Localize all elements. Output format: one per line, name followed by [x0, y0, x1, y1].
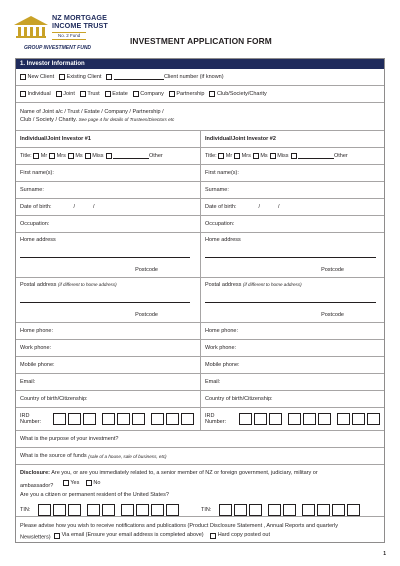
digit-box[interactable] — [302, 504, 315, 516]
title-other-option[interactable]: Other — [106, 153, 163, 159]
title-option[interactable]: Mr — [33, 153, 47, 159]
client-type-row — [16, 69, 384, 86]
entity-option[interactable]: Estate — [105, 91, 128, 97]
home-address-row — [16, 233, 384, 278]
digit-box[interactable] — [234, 504, 247, 516]
mobile-phone-row — [16, 357, 384, 374]
source-field[interactable]: What is the source of funds (sale of a house, sale of business, etc) — [20, 453, 167, 459]
digit-box[interactable] — [254, 413, 267, 425]
investor-1-email[interactable]: Email: — [16, 374, 201, 390]
home-phone-row — [16, 323, 384, 340]
checkbox[interactable] — [210, 533, 216, 539]
dob-row — [16, 199, 384, 216]
entity-option[interactable]: Company — [133, 91, 164, 97]
investor-1-postal-address[interactable]: Postal address (if different to home address) Postcode — [16, 278, 201, 322]
checkbox[interactable] — [86, 480, 92, 486]
digit-box[interactable] — [68, 413, 81, 425]
page-number: 1 — [383, 551, 386, 557]
existing-client-option[interactable]: Existing Client — [59, 74, 101, 80]
digit-box[interactable] — [151, 413, 164, 425]
checkbox[interactable] — [105, 91, 111, 97]
logo-line-2: INCOME TRUST — [52, 21, 108, 30]
investor-1-heading: Individual/Joint Investor #1 — [16, 131, 201, 147]
title-option[interactable]: Miss — [270, 153, 289, 159]
digit-box[interactable] — [352, 413, 365, 425]
postcode-label: Postcode — [135, 267, 158, 273]
checkbox[interactable] — [80, 91, 86, 97]
investor-2-ird[interactable]: IRD Number: — [201, 408, 386, 430]
checkbox[interactable] — [20, 74, 26, 80]
first-name-row — [16, 165, 384, 182]
title-row — [16, 148, 384, 165]
title-option[interactable]: Mrs — [49, 153, 66, 159]
checkbox[interactable] — [56, 91, 62, 97]
digit-box[interactable] — [132, 413, 145, 425]
form-title: INVESTMENT APPLICATION FORM — [130, 36, 272, 46]
checkbox[interactable] — [218, 153, 224, 159]
investor-2-title: Title: Mr Mrs Ms Miss Other — [205, 153, 348, 159]
digit-box[interactable] — [347, 504, 360, 516]
investor-2-occupation[interactable]: Occupation: — [205, 221, 235, 227]
entity-option[interactable]: Joint — [56, 91, 75, 97]
investor-2-dob[interactable]: Date of birth: / / — [205, 204, 280, 210]
work-phone-row — [16, 340, 384, 357]
digit-box[interactable] — [121, 504, 134, 516]
postcode-label: Postcode — [321, 312, 344, 318]
logo-house-icon — [14, 16, 48, 38]
digit-box[interactable] — [181, 413, 194, 425]
digit-box[interactable] — [317, 504, 330, 516]
logo — [14, 14, 114, 44]
digit-box[interactable] — [283, 504, 296, 516]
investor-2-postal-address[interactable]: Postal address (if different to home address) Postcode — [201, 278, 386, 322]
digit-box[interactable] — [332, 504, 345, 516]
investor-1-surname[interactable]: Surname: — [16, 182, 201, 198]
digit-box[interactable] — [68, 504, 81, 516]
digit-box[interactable] — [239, 413, 252, 425]
checkbox[interactable] — [169, 91, 175, 97]
investor-2-mobile-phone[interactable]: Mobile phone: — [205, 362, 240, 368]
checkbox[interactable] — [209, 91, 215, 97]
checkbox[interactable] — [63, 480, 69, 486]
investor-1-ird[interactable]: IRD Number: — [16, 408, 201, 430]
checkbox[interactable] — [49, 153, 55, 159]
digit-box[interactable] — [151, 504, 164, 516]
checkbox[interactable] — [106, 153, 112, 159]
digit-box[interactable] — [102, 504, 115, 516]
entity-option[interactable]: Club/Society/Charity — [209, 91, 266, 97]
investor-1-home-address[interactable]: Home address Postcode — [16, 233, 201, 277]
investor-2-work-phone[interactable]: Work phone: — [205, 345, 237, 351]
digit-box[interactable] — [87, 504, 100, 516]
postcode-label: Postcode — [135, 312, 158, 318]
disclosure-yes[interactable]: Yes — [63, 479, 79, 489]
disclosure-text: Are you, or are you immediately related to, a senior member of NZ or foreign government, judiciary, military or — [51, 470, 318, 476]
client-number-field[interactable]: Client number (if known) — [106, 74, 223, 80]
checkbox[interactable] — [33, 153, 39, 159]
notification-text: Please advise how you wish to receive notifications and publications (Product Disclosure Statement , Annual Reports and quarterly — [20, 523, 338, 529]
checkbox[interactable] — [234, 153, 240, 159]
checkbox[interactable] — [85, 153, 91, 159]
hard-copy-option[interactable]: Hard copy posted out — [210, 531, 270, 540]
postcode-label: Postcode — [321, 267, 344, 273]
title-option[interactable]: Mr — [218, 153, 232, 159]
checkbox[interactable] — [20, 91, 26, 97]
entity-option[interactable]: Partnership — [169, 91, 205, 97]
tin-1[interactable]: TIN: — [20, 504, 201, 516]
title-option[interactable]: Ms — [68, 153, 83, 159]
investor-1-title: Title: Mr Mrs Ms Miss Other — [16, 148, 201, 164]
investor-1-dob[interactable]: Date of birth: / / — [16, 199, 201, 215]
notification-row: Please advise how you wish to receive notifications and publications (Product Disclosure Statement , Annual Reports and quarterly Newsletters) Via email (Ensure your email address is completed above) Hard copy posted out — [16, 517, 384, 544]
surname-row — [16, 182, 384, 199]
investor-2-country[interactable]: Country of birth/Citizenship: — [205, 396, 273, 402]
title-option[interactable]: Miss — [85, 153, 104, 159]
title-other-option[interactable]: Other — [291, 153, 348, 159]
investor-1-work-phone[interactable]: Work phone: — [16, 340, 201, 356]
digit-box[interactable] — [53, 413, 66, 425]
investor-2-home-phone[interactable]: Home phone: — [205, 328, 239, 334]
checkbox[interactable] — [68, 153, 74, 159]
email-row — [16, 374, 384, 391]
investor-1-first-name[interactable]: First name(s): — [16, 165, 201, 181]
investor-2-email[interactable]: Email: — [205, 379, 221, 385]
digit-box[interactable] — [117, 413, 130, 425]
investor-1-mobile-phone[interactable]: Mobile phone: — [16, 357, 201, 373]
investor-2-heading: Individual/Joint Investor #2 — [205, 136, 276, 142]
entity-name-row — [16, 103, 384, 131]
digit-box[interactable] — [219, 504, 232, 516]
digit-box[interactable] — [337, 413, 350, 425]
digit-box[interactable] — [318, 413, 331, 425]
occupation-row — [16, 216, 384, 233]
title-option[interactable]: Ms — [253, 153, 268, 159]
postal-address-row — [16, 278, 384, 323]
entity-name-note: See page 4 for details of Trustees/Directors etc — [78, 117, 175, 122]
checkbox[interactable] — [106, 74, 112, 80]
disclosure-label: Disclosure: — [20, 470, 50, 476]
ird-row — [16, 408, 384, 431]
investor-1-home-phone[interactable]: Home phone: — [16, 323, 201, 339]
entity-type-row — [16, 86, 384, 103]
purpose-row — [16, 431, 384, 448]
digit-box[interactable] — [38, 504, 51, 516]
investor-2-first-name[interactable]: First name(s): — [205, 170, 239, 176]
digit-box[interactable] — [303, 413, 316, 425]
entity-option[interactable]: Trust — [80, 91, 100, 97]
investor-form — [15, 58, 385, 543]
investor-2-surname[interactable]: Surname: — [205, 187, 229, 193]
digit-box[interactable] — [288, 413, 301, 425]
digit-box[interactable] — [83, 413, 96, 425]
digit-box[interactable] — [166, 504, 179, 516]
checkbox[interactable] — [59, 74, 65, 80]
entity-option[interactable]: Individual — [20, 91, 51, 97]
group-label: GROUP INVESTMENT FUND — [24, 45, 92, 51]
checkbox[interactable] — [133, 91, 139, 97]
checkbox[interactable] — [291, 153, 297, 159]
digit-box[interactable] — [102, 413, 115, 425]
investor-heading-row — [16, 131, 384, 148]
investor-1-occupation[interactable]: Occupation: — [16, 216, 201, 232]
digit-box[interactable] — [269, 413, 282, 425]
digit-box[interactable] — [268, 504, 281, 516]
digit-box[interactable] — [249, 504, 262, 516]
entity-name-label-2: Club / Society / Charity. — [20, 117, 78, 123]
digit-box[interactable] — [166, 413, 179, 425]
investor-1-country[interactable]: Country of birth/Citizenship: — [16, 391, 201, 407]
checkbox[interactable] — [253, 153, 259, 159]
country-row — [16, 391, 384, 408]
digit-box[interactable] — [136, 504, 149, 516]
checkbox[interactable] — [54, 533, 60, 539]
purpose-field[interactable]: What is the purpose of your investment? — [20, 436, 119, 442]
digit-box[interactable] — [53, 504, 66, 516]
disclosure-row: Disclosure: Are you, or are you immediately related to, a senior member of NZ or foreign government, judiciary, military or ambassador? Yes No Are you a citizen or permanent resident of the United States? TIN: TIN: — [16, 465, 384, 517]
logo-line-1: NZ MORTGAGE — [52, 13, 108, 22]
investor-2-home-address[interactable]: Home address Postcode — [201, 233, 386, 277]
citizen-question: Are you a citizen or permanent resident of the United States? — [20, 491, 169, 498]
via-email-option[interactable]: Via email (Ensure your email address is completed above) — [54, 531, 204, 540]
checkbox[interactable] — [270, 153, 276, 159]
tin-2[interactable]: TIN: — [201, 504, 366, 516]
logo-fund: No. 2 Fund — [52, 32, 86, 40]
entity-name-label-1: Name of Joint a/c / Trust / Estate / Company / Partnership / — [20, 109, 164, 115]
source-row — [16, 448, 384, 465]
disclosure-no[interactable]: No — [86, 479, 101, 489]
new-client-option[interactable]: New Client — [20, 74, 54, 80]
digit-box[interactable] — [367, 413, 380, 425]
title-option[interactable]: Mrs — [234, 153, 251, 159]
section-heading: 1. Investor Information — [16, 59, 384, 69]
